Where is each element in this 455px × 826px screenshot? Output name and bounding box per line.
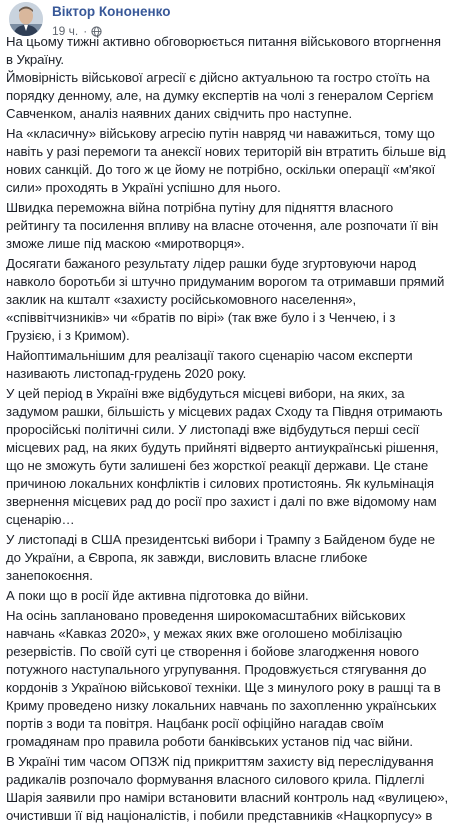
post-text-line: Шарія заявили про наміри встановити власний контроль над «вулицею», <box>6 790 449 805</box>
post-text-line: порядку денному, але, на думку експертів на чолі з генералом Сергієм <box>6 88 434 103</box>
post-text-line: проросійські політичні сили. У листопаді вже відбудуться перші сесії <box>6 422 420 437</box>
post-text-line: В Україні тим часом ОПЗЖ під прикриттям захисту від переслідування <box>6 754 434 769</box>
post-text-line: Найоптимальнішим для реалізації такого сценарію часом експерти <box>6 348 413 363</box>
post-text-line: резервістів. По своїй суті це створення і бойове злагодження нового <box>6 644 419 659</box>
post-text-line: «співвітчизників» чи «братів по вірі» (так вже було і з Ченчею, і з <box>6 310 396 325</box>
post-text-line: що не зможуть бути залишені без жорсткої реакції держави. Це стане <box>6 458 429 473</box>
post-text-line: Швидка переможна війна потрібна путіну для підняття власного <box>6 200 394 215</box>
post-text-line: називають листопад-грудень 2020 року. <box>6 366 247 381</box>
post-text-line: в Україну. <box>6 52 64 67</box>
post-text-line: громадянам про правила роботи банківських установ під час війни. <box>6 734 413 749</box>
post-text-line: На «класичну» військову агресію путін навряд чи наважиться, тому що <box>6 126 435 141</box>
post-text-line: навколо боротьби зі штучно придуманим ворогом та отримавши прямий <box>6 274 445 289</box>
author-name-link[interactable]: Віктор Кононенко <box>52 4 171 19</box>
post-text-line: Ймовірність військової агресії є дійсно актуальною та гостро стоїть на <box>6 70 430 85</box>
post-text-line: звернення місцевих рад до росії про захист і далі по вже відомому нам <box>6 494 437 509</box>
post-text-line: Грузією, і з Кримом). <box>6 328 130 343</box>
post-text-line: сценарію… <box>6 512 75 527</box>
post-text-line: заклик на кшталт «захисту російськомовного населення», <box>6 292 357 307</box>
post-timestamp[interactable]: 19 ч. <box>52 24 79 38</box>
post-text-line: Досягати бажаного результату лідер рашки буде згуртовуючи народ <box>6 256 417 271</box>
post-text-line: до України, а Європа, як завжди, висловить власне глибоке <box>6 550 368 565</box>
meta-separator: · <box>83 24 88 38</box>
post-text-line: нових санкцій. До того ж це йому не потрібно, оскільки операції «м'якої <box>6 162 436 177</box>
post-text-line: навіть у разі перемоги та анексії нових територій він втратить більше від <box>6 144 446 159</box>
post-text-line: Криму проведено низку локальних навчань по захопленню українських <box>6 698 437 713</box>
post-text-line: У листопаді в США президентські вибори і Трампу з Байденом буде не <box>6 532 435 547</box>
post-text-line: На осінь заплановано проведення широкомасштабних військових <box>6 608 406 623</box>
post-text-line: потужного наступального угрупування. Продовжується стягування до <box>6 662 427 677</box>
post-text-line: навчань «Кавказ 2020», у межах яких вже оголошено мобілізацію <box>6 626 403 641</box>
post-text-line: Савченком, аналіз наявних даних свідчить про наступне. <box>6 106 353 121</box>
post-text-line: На цьому тижні активно обговорюється питання військового вторгнення <box>6 34 441 49</box>
post-text-line: занепокоєння. <box>6 568 93 583</box>
post-text-line: очистивши її від націоналістів, і побили представників «Нацкорпусу» в <box>6 808 433 823</box>
post-text-line: рейтингу та посилення впливу на власне оточення, але розпочати її він <box>6 218 439 233</box>
post-text-line: причиною локальних конфліктів і силових протистоянь. Як кульмінація <box>6 476 434 491</box>
post-text-line: У цей період в Україні вже відбудуться місцеві вибори, на яких, за <box>6 386 405 401</box>
post-text-line: задумом рашки, більшість у місцевих радах Сходу та Півдня отримають <box>6 404 443 419</box>
post-text-line: кордонів з Україною військової техніки. Ще з минулого року в рашці та в <box>6 680 441 695</box>
post-text-line: радикалів розпочало формування власного силового крила. Підлеглі <box>6 772 425 787</box>
post-text-line: місцевих рад, на яких будуть прийняті відверто антиукраїнські рішення, <box>6 440 439 455</box>
post-text-line: сили» проходять в Україні успішно для нього. <box>6 180 281 195</box>
post-text-line: портів з води та повітря. Нацбанк росії офіційно нагадав своїм <box>6 716 384 731</box>
post-text-line: А поки що в росії йде активна підготовка до війни. <box>6 588 309 603</box>
post-text-line: зможе лише під маскою «миротворця». <box>6 236 245 251</box>
